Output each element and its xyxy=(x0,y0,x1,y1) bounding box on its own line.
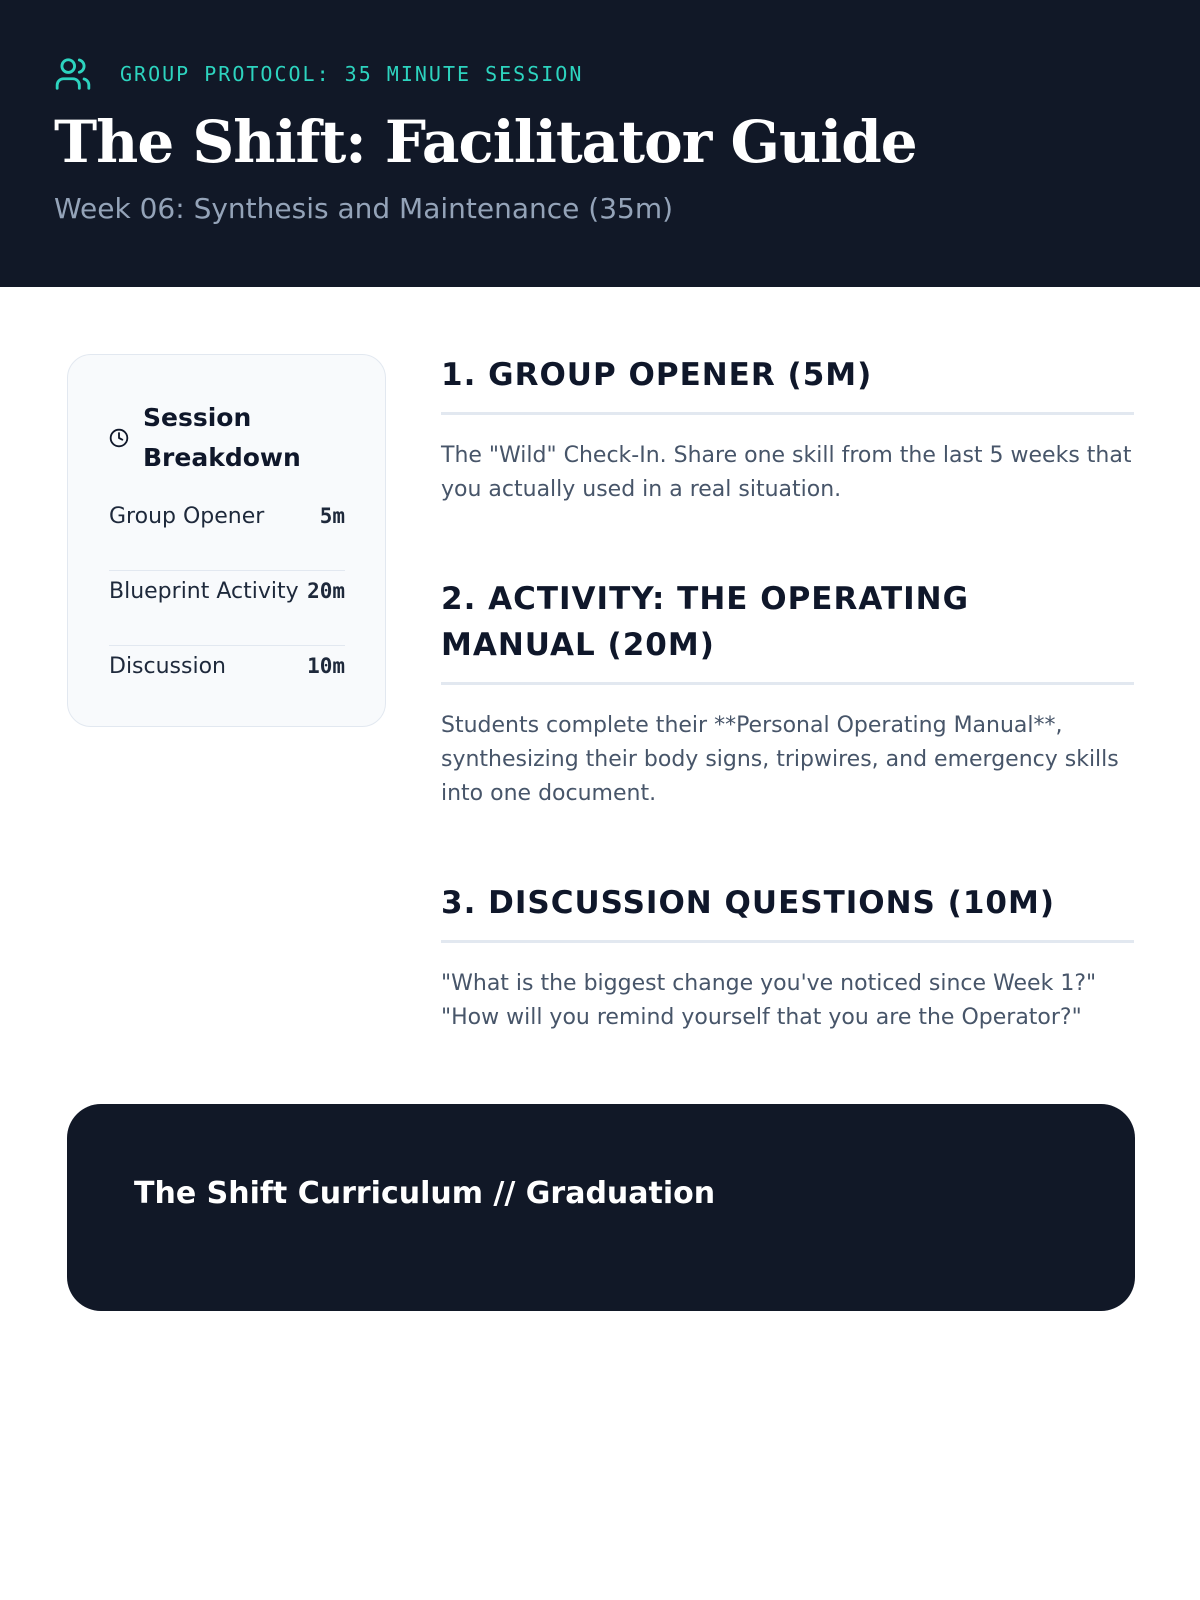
breakdown-row xyxy=(109,646,345,721)
breakdown-duration: 20m xyxy=(307,579,345,603)
eyebrow-text: GROUP PROTOCOL: 35 MINUTE SESSION xyxy=(120,62,584,86)
users-icon xyxy=(54,55,92,93)
discussion-question: "What is the biggest change you've noticed since Week 1?" xyxy=(441,971,1097,996)
breakdown-label: Blueprint Activity xyxy=(109,579,299,604)
section-body: The "Wild" Check-In. Share one skill from the last 5 weeks that you actually used in a real situation. xyxy=(441,443,1132,502)
footer-text: The Shift Curriculum // Graduation xyxy=(134,1176,716,1211)
footer-banner xyxy=(67,1104,1135,1311)
section-heading: 2. ACTIVITY: THE OPERATING MANUAL (20M) xyxy=(441,576,1134,685)
breakdown-row xyxy=(109,496,345,571)
header-banner xyxy=(0,0,1200,287)
session-breakdown-title: Session Breakdown xyxy=(143,403,301,472)
page-subtitle: Week 06: Synthesis and Maintenance (35m) xyxy=(54,192,674,225)
section-group-opener xyxy=(441,352,1134,507)
breakdown-row xyxy=(109,571,345,646)
section-activity xyxy=(441,576,1134,811)
breakdown-label: Discussion xyxy=(109,654,226,679)
session-breakdown-card xyxy=(67,354,386,727)
section-heading: 1. GROUP OPENER (5M) xyxy=(441,352,1134,415)
breakdown-list xyxy=(109,496,345,721)
clock-icon xyxy=(109,428,129,448)
session-protocol-label xyxy=(54,55,583,93)
breakdown-label: Group Opener xyxy=(109,504,265,529)
page-title: The Shift: Facilitator Guide xyxy=(54,108,917,176)
section-discussion xyxy=(441,880,1134,1035)
section-heading: 3. DISCUSSION QUESTIONS (10M) xyxy=(441,880,1134,943)
section-body: Students complete their **Personal Operating Manual**, synthesizing their body signs, tripwires, and emergency skills into one document. xyxy=(441,713,1119,806)
discussion-question: "How will you remind yourself that you are the Operator?" xyxy=(441,1005,1082,1030)
breakdown-duration: 5m xyxy=(319,504,345,528)
session-breakdown-header xyxy=(109,398,313,478)
breakdown-duration: 10m xyxy=(307,654,345,678)
section-body xyxy=(441,967,1134,1035)
